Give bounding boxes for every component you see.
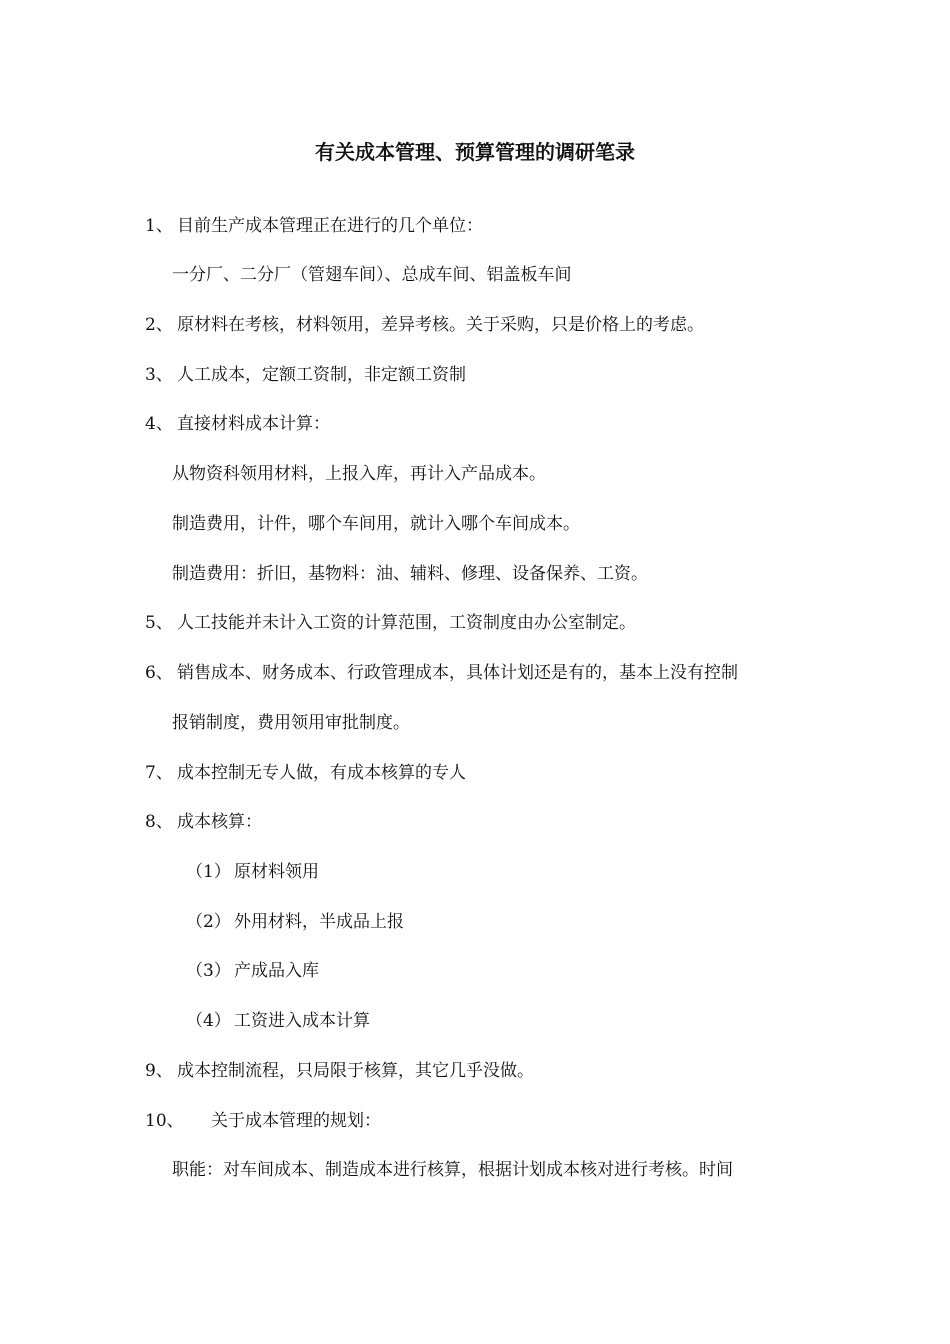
list-item-8 [145, 809, 262, 835]
item-number: 1、 [145, 216, 173, 236]
list-item-continuation [172, 1157, 733, 1183]
item-number: 5、 [145, 613, 173, 633]
list-item-continuation [172, 710, 410, 736]
item-text: 成本控制流程，只局限于核算，其它几乎没做。 [177, 1061, 534, 1081]
sub-item-4 [186, 1008, 370, 1034]
list-item-1 [145, 213, 483, 239]
list-item-10 [145, 1108, 381, 1134]
list-item-continuation [172, 511, 580, 537]
item-text: 从物资科领用材料，上报入库，再计入产品成本。 [172, 464, 546, 484]
sub-item-text: 工资进入成本计算 [234, 1011, 370, 1031]
sub-item-number: （1） [186, 862, 231, 882]
item-text: 人工成本，定额工资制，非定额工资制 [177, 365, 466, 385]
list-item-continuation [172, 561, 648, 587]
list-item-continuation [172, 461, 546, 487]
sub-item-2 [186, 909, 404, 935]
list-item-9 [145, 1058, 534, 1084]
item-text: 原材料在考核，材料领用，差异考核。关于采购，只是价格上的考虑。 [177, 315, 704, 335]
item-text: 成本控制无专人做，有成本核算的专人 [177, 763, 466, 783]
list-item-2 [145, 312, 704, 338]
sub-item-1 [186, 859, 319, 885]
list-item-4 [145, 411, 330, 437]
list-item-continuation [172, 262, 572, 288]
item-number: 8、 [145, 812, 173, 832]
list-item-7 [145, 760, 466, 786]
item-number: 6、 [145, 663, 173, 683]
item-text: 销售成本、财务成本、行政管理成本，具体计划还是有的，基本上没有控制 [177, 663, 738, 683]
item-text: 成本核算： [177, 812, 262, 832]
sub-item-3 [186, 958, 319, 984]
sub-item-number: （2） [186, 912, 231, 932]
item-text: 关于成本管理的规划： [211, 1111, 381, 1131]
item-text: 制造费用，计件，哪个车间用，就计入哪个车间成本。 [172, 514, 580, 534]
sub-item-text: 原材料领用 [234, 862, 319, 882]
item-text: 报销制度，费用领用审批制度。 [172, 713, 410, 733]
item-number: 4、 [145, 414, 173, 434]
item-text: 目前生产成本管理正在进行的几个单位： [177, 216, 483, 236]
list-item-3 [145, 362, 466, 388]
item-text: 职能：对车间成本、制造成本进行核算，根据计划成本核对进行考核。时间 [172, 1160, 733, 1180]
item-number: 3、 [145, 365, 173, 385]
item-number: 2、 [145, 315, 173, 335]
item-text: 制造费用：折旧，基物料：油、辅料、修理、设备保养、工资。 [172, 564, 648, 584]
sub-item-text: 外用材料，半成品上报 [234, 912, 404, 932]
item-text: 人工技能并未计入工资的计算范围，工资制度由办公室制定。 [177, 613, 636, 633]
item-number: 10、 [145, 1111, 184, 1131]
item-number: 9、 [145, 1061, 173, 1081]
list-item-5 [145, 610, 636, 636]
item-number: 7、 [145, 763, 173, 783]
page-title: 有关成本管理、预算管理的调研笔录 [315, 140, 635, 164]
sub-item-text: 产成品入库 [234, 961, 319, 981]
list-item-6 [145, 660, 738, 686]
item-text: 直接材料成本计算： [177, 414, 330, 434]
sub-item-number: （4） [186, 1011, 231, 1031]
sub-item-number: （3） [186, 961, 231, 981]
item-text: 一分厂、二分厂（管翅车间）、总成车间、铝盖板车间 [172, 265, 572, 285]
